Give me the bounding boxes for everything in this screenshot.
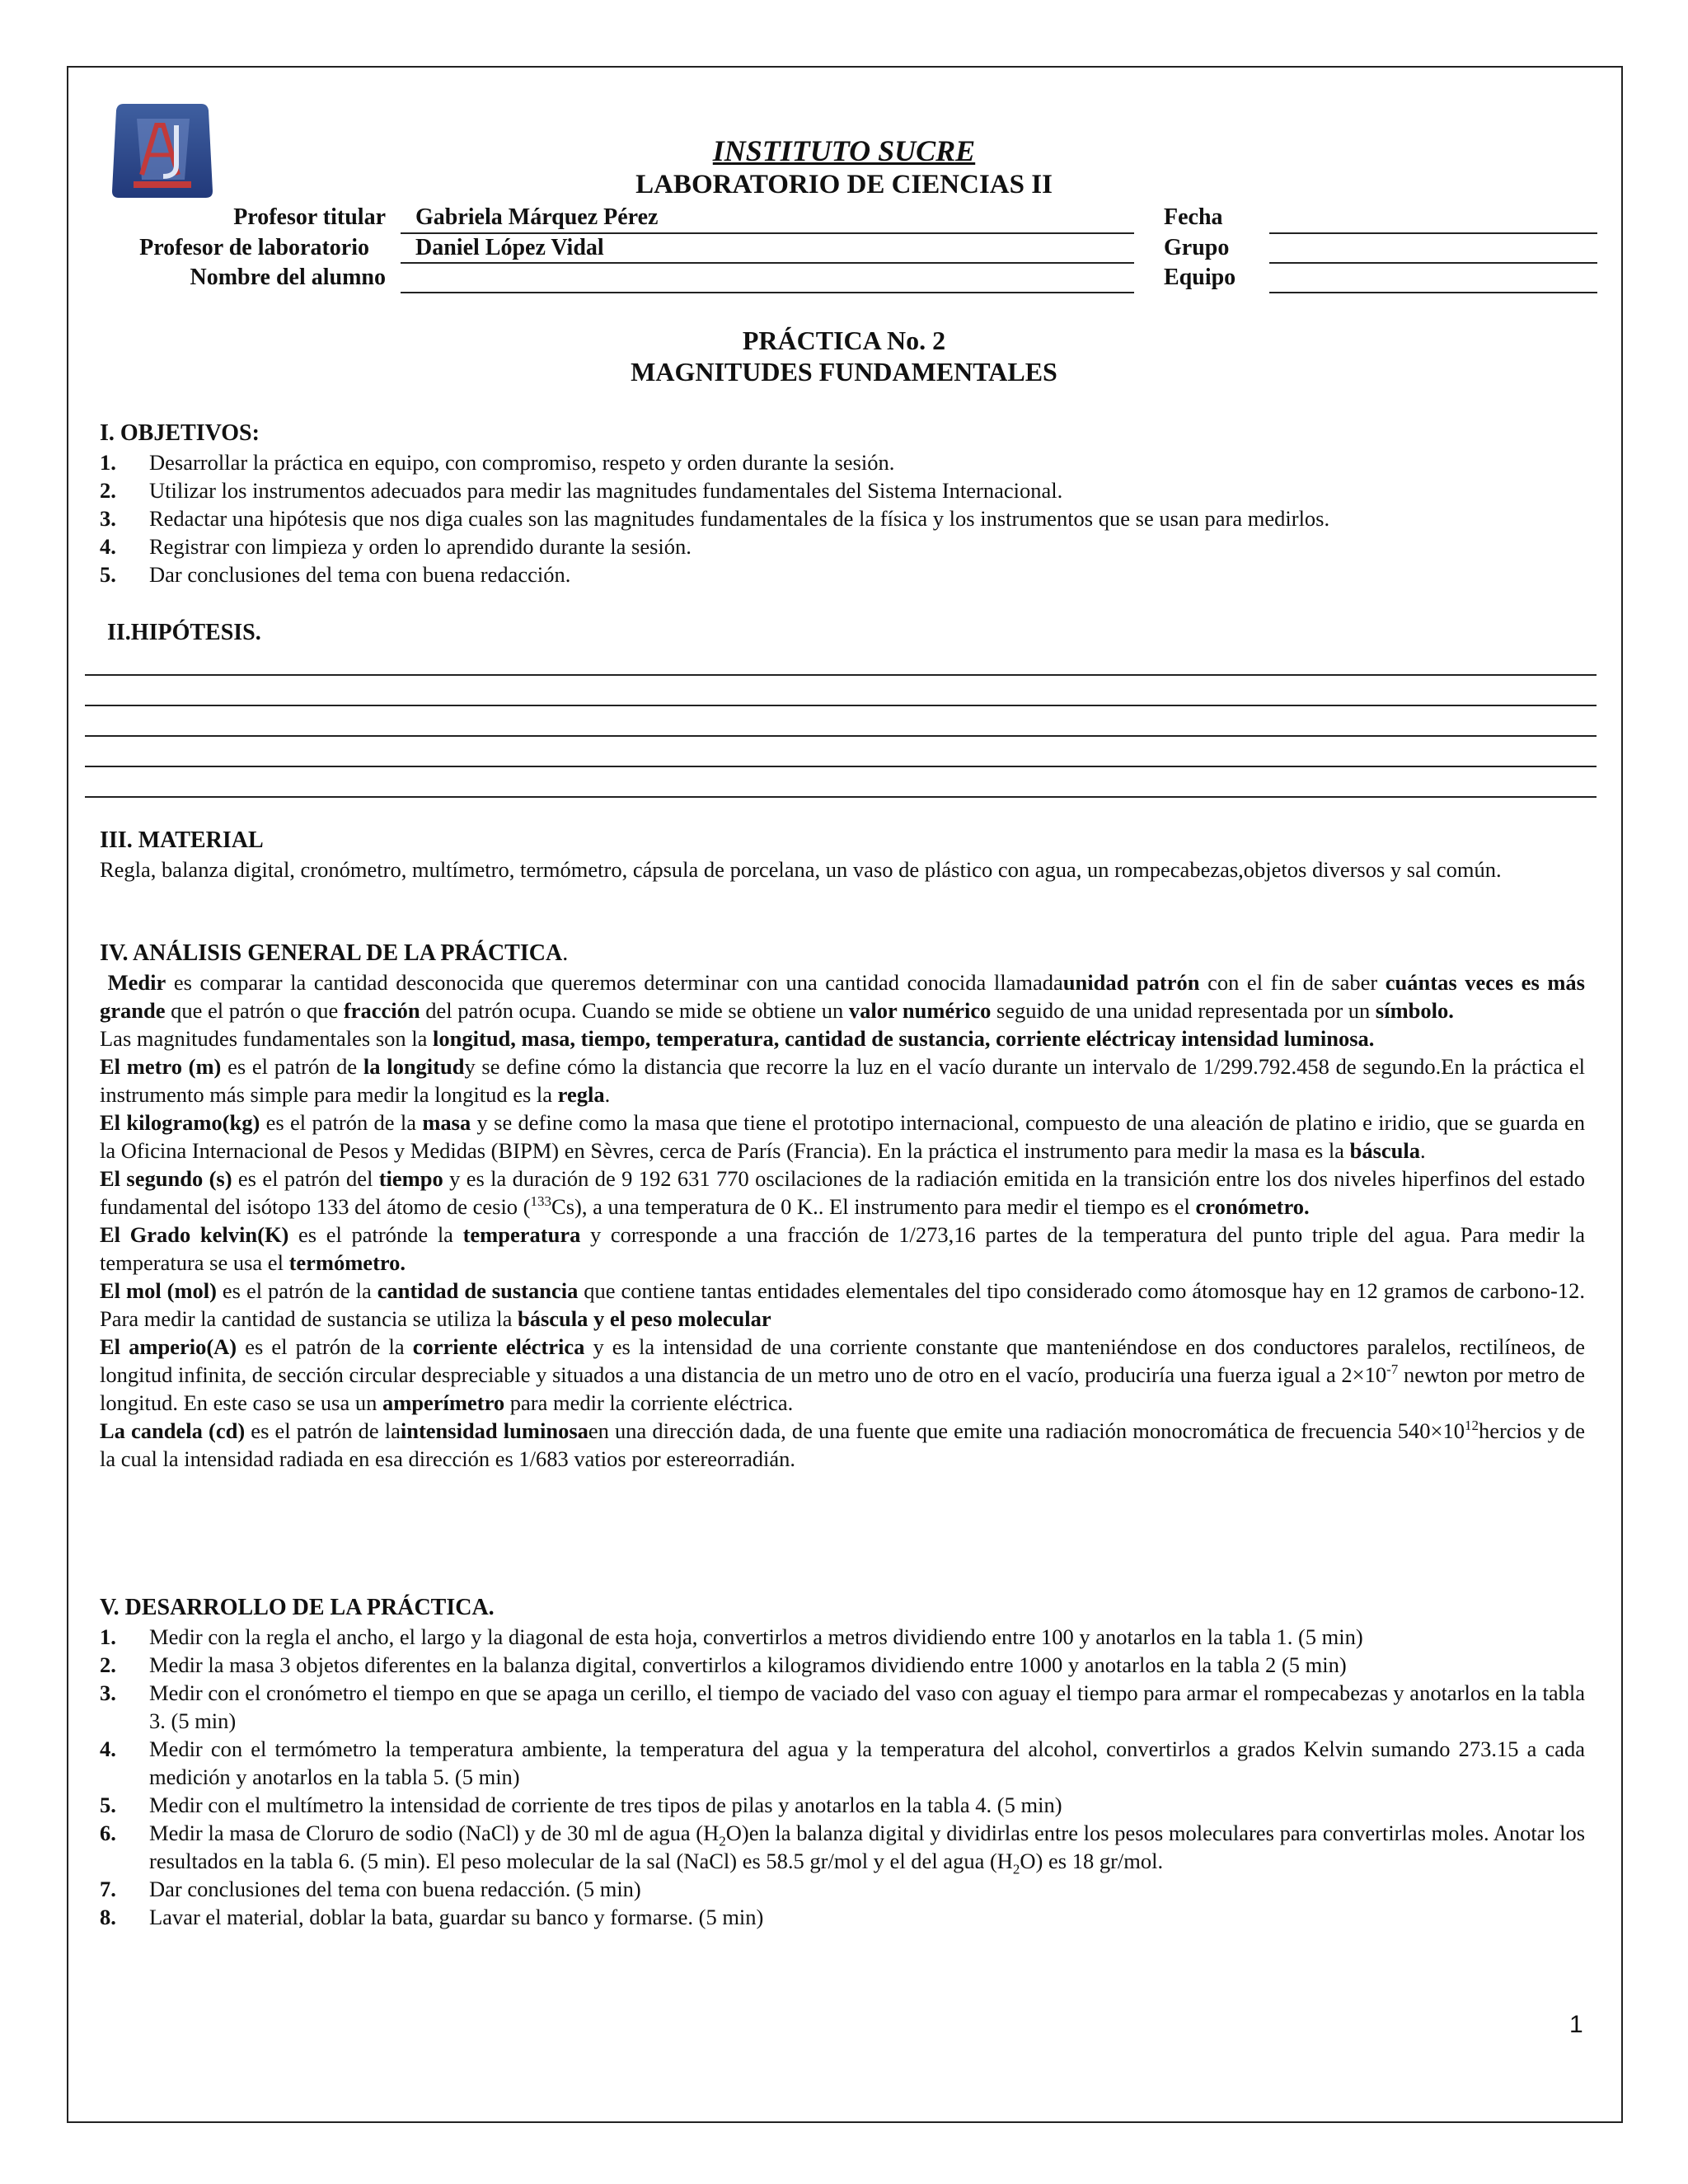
objectives-list (100, 448, 1600, 588)
development-item: 2. Medir la masa 3 objetos diferentes en la balanza digital, convertirlos a kilogramos dividiendo entre 1000 y anotarlos en la tabla 2 (5 min) (100, 1652, 1347, 1677)
development-item: 6. Medir la masa de Cloruro de sodio (NaCl) y de 30 ml de agua $(H_2O)en$ la balanza digital y dividirlas entre los pesos moleculares para convertirlas moles. Anotar los resultados en la tabla 6. (5 min). El peso molecular de la sal (NaCl) es 58.5 gr/mol y el del agua $(H_2O)$ es 18 gr/mol. (100, 1821, 1586, 1877)
paragraph-kelvin: El Grado kelvin(K) es el patrónde la temperatura y corresponde a una fracción de 1/273,16 partes de la temperatura del punto triple del agua. Para medir la temperatura se usa el termómetro. (100, 1222, 1585, 1275)
development-item: 7. Dar conclusiones del tema con buena redacción. (5 min) (100, 1877, 641, 1901)
paragraph-medir: Medir es comparar la cantidad desconocida que queremos determinar con una cantidad conocida llamadaunidad patrón con el fin de saber cuántas veces es más grande que el patrón o que fracción del patrón ocupa. Cuando se mide se obtiene un valor numérico seguido de una unidad representada por un símbolo. (100, 970, 1585, 1023)
development-item: 4. Medir con el termómetro la temperatura ambiente, la temperatura del agua y la temperatura del alcohol, convertirlos a grados Kelvin sumando 273.15 a cada medición y anotarlos en la tabla 5. (5 min) (100, 1736, 1585, 1789)
development-item: 3. Medir con el cronómetro el tiempo en que se apaga un cerillo, el tiempo de vaciado del vaso con aguay el tiempo para armar el rompecabezas y anotarlos en la tabla 3. (5 min) (100, 1680, 1585, 1733)
paragraph-candela: La candela (cd) es el patrón de laintensidad luminosaen una dirección dada, de una fuente que emite una radiación monocromática de frecuencia $540\times 10^{12}hercios$ y de la cual la intensidad radiada en esa dirección es 1/683 vatios por estereorradián. (100, 1418, 1585, 1471)
hypothesis-line[interactable] (85, 705, 1597, 706)
development-item: 1. Medir con la regla el ancho, el largo y la diagonal de esta hoja, convertirlos a metros dividiendo entre 100 y anotarlos en la tabla 1. (5 min) (100, 1624, 1363, 1649)
practice-number: PRÁCTICA No. 2 (742, 326, 946, 355)
development-item: 8. Lavar el material, doblar la bata, guardar su banco y formarse. (5 min) (100, 1905, 764, 1929)
label-nombre-alumno: Nombre del alumno (190, 265, 386, 290)
paragraph-kilogramo: El kilogramo(kg) es el patrón de la masa y se define como la masa que tiene el prototipo internacional, compuesto de una aleación de platino e iridio, que se guarda en la Oficina Internacional de Pesos y Medidas (BIPM) en Sèvres, cerca de París (Francia). En la práctica el instrumento para medir la masa es la báscula. (100, 1110, 1585, 1163)
objective-item: 4. Registrar con limpieza y orden lo aprendido durante la sesión. (100, 534, 692, 559)
hypothesis-line[interactable] (85, 796, 1597, 798)
paragraph-segundo: El segundo (s) es el patrón del tiempo y es la duración de 9 192 631 770 oscilaciones de la radiación emitida en la transición entre los dos niveles hiperfinos del estado fundamental del isótopo 133 del átomo de cesio ($^{133}$Cs), a una temperatura de 0 K.. El instrumento para medir el tiempo es el cronómetro. (100, 1166, 1585, 1219)
value-profesor-titular: Gabriela Márquez Pérez (415, 204, 659, 230)
analysis-body (100, 968, 1585, 1473)
material-text: Regla, balanza digital, cronómetro, multímetro, termómetro, cápsula de porcelana, un vaso de plástico con agua, un rompecabezas,objetos diversos y sal común. (100, 857, 1502, 882)
underline-nombre-alumno (401, 292, 1134, 293)
label-fecha: Fecha (1164, 204, 1223, 230)
hypothesis-line[interactable] (85, 766, 1597, 767)
paragraph-mol: El mol (mol) es el patrón de la cantidad de sustancia que contiene tantas entidades elementales del tipo considerado como átomosque hay en 12 gramos de carbono-12. Para medir la cantidad de sustancia se utiliza la báscula y el peso molecular (100, 1278, 1585, 1331)
label-profesor-titular: Profesor titular (233, 204, 386, 230)
field-grupo[interactable] (1269, 262, 1597, 264)
practice-title: MAGNITUDES FUNDAMENTALES (631, 357, 1057, 387)
underline-profesor-laboratorio (401, 262, 1134, 264)
label-profesor-laboratorio: Profesor de laboratorio (139, 235, 369, 260)
value-profesor-laboratorio: Daniel López Vidal (415, 235, 604, 260)
hypothesis-line[interactable] (85, 735, 1597, 737)
analysis-heading: IV. ANÁLISIS GENERAL DE LA PRÁCTICA. (100, 940, 569, 966)
label-grupo: Grupo (1164, 235, 1230, 260)
paragraph-magnitudes: Las magnitudes fundamentales son la longitud, masa, tiempo, temperatura, cantidad de sustancia, corriente eléctricay intensidad luminosa. (100, 1026, 1375, 1051)
development-heading: V. DESARROLLO DE LA PRÁCTICA. (100, 1595, 495, 1620)
hypothesis-line[interactable] (85, 674, 1597, 676)
objectives-heading: I. OBJETIVOS: (100, 420, 260, 446)
objective-item: 1. Desarrollar la práctica en equipo, con compromiso, respeto y orden durante la sesión. (100, 450, 895, 475)
development-item: 5. Medir con el multímetro la intensidad de corriente de tres tipos de pilas y anotarlos en la tabla 4. (5 min) (100, 1793, 1062, 1817)
page-number: 1 (1569, 2011, 1583, 2038)
field-equipo[interactable] (1269, 292, 1597, 293)
label-equipo: Equipo (1164, 265, 1236, 290)
hypothesis-heading: II.HIPÓTESIS. (107, 620, 261, 645)
paragraph-amperio: El amperio(A) es el patrón de la corriente eléctrica y es la intensidad de una corriente constante que manteniéndose en dos conductores paralelos, rectilíneos, de longitud infinita, de sección circular despreciable y situados a una distancia de un metro uno de otro en el vacío, produciría una fuerza igual a $2\times 10^{-7}$ newton por metro de longitud. En este caso se usa un amperímetro para medir la corriente eléctrica. (100, 1334, 1585, 1415)
objective-item: 2. Utilizar los instrumentos adecuados para medir las magnitudes fundamentales del Sistema Internacional. (100, 478, 1063, 503)
development-list (100, 1623, 1585, 1931)
institution-title: INSTITUTO SUCRE (712, 134, 976, 167)
material-heading: III. MATERIAL (100, 827, 264, 853)
field-fecha[interactable] (1269, 232, 1597, 234)
paragraph-metro: El metro (m) es el patrón de la longitudy se define cómo la distancia que recorre la luz en el vacío durante un intervalo de 1/299.792.458 de segundo.En la práctica el instrumento más simple para medir la longitud es la regla. (100, 1054, 1585, 1107)
objective-item: 3. Redactar una hipótesis que nos diga cuales son las magnitudes fundamentales de la física y los instrumentos que se usan para medirlos. (100, 506, 1330, 531)
lab-title: LABORATORIO DE CIENCIAS II (635, 170, 1053, 199)
objective-item: 5. Dar conclusiones del tema con buena redacción. (100, 562, 571, 587)
underline-profesor-titular (401, 232, 1134, 234)
